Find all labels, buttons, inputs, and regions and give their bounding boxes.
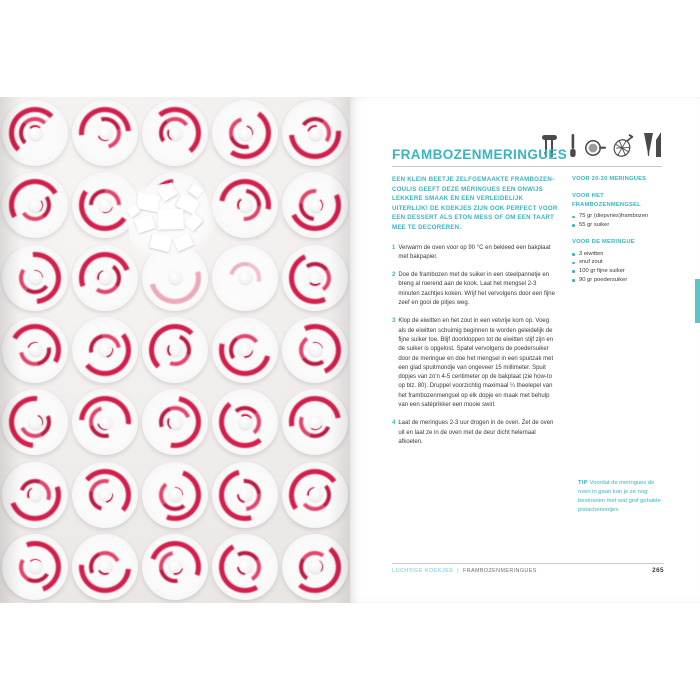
meringue-cookie bbox=[72, 100, 138, 166]
raspberry-swirl bbox=[76, 104, 134, 162]
meringue-cookie bbox=[282, 100, 348, 166]
meringue-cookie bbox=[142, 100, 208, 166]
cookie-cell bbox=[210, 458, 280, 530]
spatula-icon bbox=[569, 133, 577, 159]
footer-separator: | bbox=[457, 567, 460, 574]
meringue-cookie bbox=[72, 534, 138, 600]
raspberry-swirl bbox=[146, 104, 204, 162]
footer-divider bbox=[392, 563, 664, 564]
cookie-cell bbox=[280, 314, 350, 386]
meringue-cookie bbox=[282, 389, 348, 455]
cookie-cell bbox=[140, 314, 210, 386]
raspberry-swirl bbox=[76, 249, 134, 307]
meringue-cookie bbox=[212, 462, 278, 528]
cookie-cell bbox=[140, 97, 210, 169]
meringue-cookie bbox=[72, 462, 138, 528]
raspberry-swirl bbox=[286, 249, 344, 307]
meringue-crumb bbox=[173, 233, 194, 252]
ingredient-group-heading: VOOR HET FRAMBOZENMENGSEL bbox=[572, 193, 641, 208]
cookie-cell bbox=[210, 386, 280, 458]
step-number: 2 bbox=[392, 272, 396, 279]
footer-chapter: LUCHTIGE KOEKJES bbox=[392, 567, 454, 574]
cookie-cell bbox=[280, 531, 350, 603]
page-footer bbox=[392, 563, 664, 575]
meringue-cookie bbox=[2, 317, 68, 383]
recipe-step bbox=[392, 244, 558, 263]
title-divider bbox=[392, 166, 662, 167]
meringue-cookie bbox=[142, 534, 208, 600]
cookie-cell bbox=[0, 314, 70, 386]
sieve-icon bbox=[584, 133, 606, 159]
cookie-cell bbox=[280, 458, 350, 530]
meringue-cookie bbox=[282, 462, 348, 528]
ingredients-column bbox=[572, 175, 664, 456]
step-number: 4 bbox=[392, 420, 396, 427]
meringue-crumb bbox=[158, 182, 178, 202]
ingredient-item: 90 gr poedersuiker bbox=[572, 276, 664, 285]
raspberry-swirl bbox=[146, 393, 204, 451]
cookie-cell bbox=[280, 386, 350, 458]
cookie-cell bbox=[140, 531, 210, 603]
raspberry-swirl bbox=[6, 466, 64, 524]
crushed-meringue-cluster bbox=[123, 177, 223, 267]
cookie-cell bbox=[0, 97, 70, 169]
yield-heading: VOOR 20-30 MERINGUES bbox=[572, 176, 647, 182]
recipe-step bbox=[392, 419, 558, 447]
cookie-cell bbox=[70, 386, 140, 458]
recipe-step bbox=[392, 317, 558, 410]
raspberry-swirl bbox=[286, 176, 344, 234]
step-number: 1 bbox=[392, 244, 396, 251]
chapter-tab-marker bbox=[695, 279, 700, 323]
raspberry-swirl bbox=[146, 466, 204, 524]
meringue-cookie bbox=[142, 389, 208, 455]
book-spread bbox=[0, 97, 700, 603]
ingredient-group-heading: VOOR DE MERINGUE bbox=[572, 239, 635, 246]
meringue-cookie bbox=[2, 100, 68, 166]
meringue-cookie bbox=[142, 462, 208, 528]
cookie-cell bbox=[140, 458, 210, 530]
ingredient-item: 75 gr (diepvries)frambozen bbox=[572, 212, 664, 221]
cookie-cell bbox=[210, 169, 280, 241]
page-number: 265 bbox=[652, 567, 664, 574]
ingredient-item: 3 eiwitten bbox=[572, 250, 664, 259]
meringue-cookie bbox=[2, 172, 68, 238]
ingredient-group-raspberry bbox=[572, 192, 664, 229]
raspberry-swirl bbox=[286, 321, 344, 379]
raspberry-swirl bbox=[286, 104, 344, 162]
meringue-cookie bbox=[142, 317, 208, 383]
step-text: Laat de meringues 2-3 uur drogen in de oven. Zet de oven uit en laat ze in de oven met de deur dicht helemaal afkoelen. bbox=[398, 420, 554, 445]
photo-page bbox=[0, 97, 350, 603]
meringue-cookie bbox=[212, 534, 278, 600]
recipe-text-page bbox=[350, 97, 700, 603]
recipe-instructions-column bbox=[392, 175, 558, 456]
step-text: Klop de eiwitten en het zout in een vetvrije kom op. Voeg als de eiwitten schuimig beginnen te worden geleidelijk de fijne suiker toe. Blijf doorkloppen tot de eiwitten stijf zijn en de suiker is opgelost. Spatel vervolgens de poedersuiker door de meringue en doe het mengsel in een spuitzak met een glad spuitmondje van ongeveer 15 millimeter. Spuit dopjes van zo'n 4-5 centimeter op de bakplaat (zie how-to op blz. 80). Druppel voorzichtig maximaal ¼ theelepel van het frambozenmengsel op elk dopje en maak met behulp van een satéprikker een mooie swirl. bbox=[398, 318, 554, 409]
meringue-cookie bbox=[212, 100, 278, 166]
meringue-cookie bbox=[282, 172, 348, 238]
raspberry-swirl bbox=[76, 393, 134, 451]
raspberry-swirl bbox=[216, 321, 274, 379]
raspberry-swirl bbox=[286, 538, 344, 596]
meringue-cookie bbox=[2, 389, 68, 455]
raspberry-swirl bbox=[6, 104, 64, 162]
meringue-cookie-grid bbox=[0, 97, 350, 603]
meringue-cookie bbox=[212, 317, 278, 383]
raspberry-swirl bbox=[286, 393, 344, 451]
cookie-cell bbox=[0, 458, 70, 530]
meringue-crumb bbox=[149, 233, 172, 252]
meringue-cookie bbox=[212, 245, 278, 311]
meringue-cookie bbox=[72, 389, 138, 455]
meringue-cookie bbox=[282, 245, 348, 311]
cookie-cell bbox=[70, 458, 140, 530]
whisk-icon bbox=[613, 133, 635, 159]
raspberry-swirl bbox=[6, 176, 64, 234]
raspberry-swirl bbox=[146, 321, 204, 379]
cookie-cell bbox=[280, 169, 350, 241]
step-number: 3 bbox=[392, 318, 396, 325]
cookie-cell bbox=[70, 242, 140, 314]
raspberry-swirl bbox=[76, 538, 134, 596]
ingredient-list bbox=[572, 250, 664, 284]
recipe-body bbox=[392, 175, 664, 456]
cookie-cell bbox=[70, 97, 140, 169]
cookie-cell bbox=[0, 531, 70, 603]
raspberry-swirl bbox=[216, 249, 274, 307]
step-text: Verwarm de oven voor op 90 °C en bekleed een bakplaat met bakpapier. bbox=[398, 244, 551, 260]
meringue-cookie bbox=[212, 172, 278, 238]
meringue-cookie bbox=[2, 534, 68, 600]
cookie-cell bbox=[70, 314, 140, 386]
cookie-cell bbox=[70, 531, 140, 603]
raspberry-swirl bbox=[76, 321, 134, 379]
raspberry-swirl bbox=[216, 104, 274, 162]
step-text: Doe de frambozen met de suiker in een steelpannetje en breng al roerend aan de kook. Laat het mengsel 2-3 minuten zachtjes koken. Wrijf het vervolgens door een fijne zeef en gooi de pitjes weg. bbox=[398, 272, 555, 307]
raspberry-swirl bbox=[6, 538, 64, 596]
cookie-cell bbox=[0, 169, 70, 241]
cookie-cell bbox=[280, 97, 350, 169]
raspberry-swirl bbox=[216, 176, 274, 234]
meringue-cookie bbox=[212, 389, 278, 455]
meringue-cookie bbox=[72, 245, 138, 311]
tip-box bbox=[578, 479, 664, 515]
recipe-step bbox=[392, 271, 558, 308]
raspberry-swirl bbox=[76, 466, 134, 524]
cookie-cell bbox=[0, 242, 70, 314]
recipe-intro: EEN KLEIN BEETJE ZELFGEMAAKTE FRAMBOZEN-COULIS GEEFT DEZE MERINGUES EEN ONWIJS LEKKERE SMAAK EN EEN VERLEIDELIJK UITERLIJK! DE KOEKJES ZIJN OOK PERFECT VOOR EEN DESSERT ALS ETON MESS OF OM EEN TAART MEE TE DECOREREN. bbox=[392, 176, 558, 231]
meringue-crumb bbox=[157, 209, 184, 230]
raspberry-swirl bbox=[146, 538, 204, 596]
cookie-cell bbox=[0, 386, 70, 458]
meringue-cookie bbox=[2, 462, 68, 528]
raspberry-swirl bbox=[6, 321, 64, 379]
ingredient-group-meringue bbox=[572, 238, 664, 284]
ingredient-item: 100 gr fijne suiker bbox=[572, 267, 664, 276]
cookie-cell bbox=[210, 531, 280, 603]
meringue-cookie bbox=[2, 245, 68, 311]
footer-recipe-name: FRAMBOZENMERINGUES bbox=[463, 567, 537, 574]
raspberry-swirl bbox=[286, 466, 344, 524]
cookie-cell bbox=[280, 242, 350, 314]
raspberry-swirl bbox=[6, 249, 64, 307]
meringue-crumb bbox=[184, 213, 203, 232]
yield-block bbox=[572, 175, 664, 183]
page-title: FRAMBOZENMERINGUES bbox=[392, 147, 568, 162]
meringue-crumb bbox=[188, 183, 204, 198]
cookie-cell bbox=[210, 314, 280, 386]
raspberry-swirl bbox=[216, 466, 274, 524]
cookie-cell bbox=[140, 386, 210, 458]
meringue-cookie bbox=[282, 534, 348, 600]
tip-label: TIP bbox=[578, 480, 588, 486]
footer-content bbox=[392, 567, 664, 574]
meringue-crumb bbox=[134, 214, 155, 233]
raspberry-swirl bbox=[216, 393, 274, 451]
piping-bag-icon bbox=[642, 131, 662, 159]
ingredient-item: 55 gr suiker bbox=[572, 221, 664, 230]
meringue-cookie bbox=[72, 317, 138, 383]
raspberry-swirl bbox=[216, 538, 274, 596]
meringue-cookie bbox=[282, 317, 348, 383]
recipe-header bbox=[392, 125, 662, 169]
cookie-cell bbox=[210, 97, 280, 169]
raspberry-swirl bbox=[6, 393, 64, 451]
ingredient-list bbox=[572, 212, 664, 229]
ingredient-item: snuf zout bbox=[572, 258, 664, 267]
tip-text: Voordat de meringues de oven in gaan kun je ze nog bestrooien met wat grof gehakte pistachenootjes. bbox=[578, 480, 661, 513]
